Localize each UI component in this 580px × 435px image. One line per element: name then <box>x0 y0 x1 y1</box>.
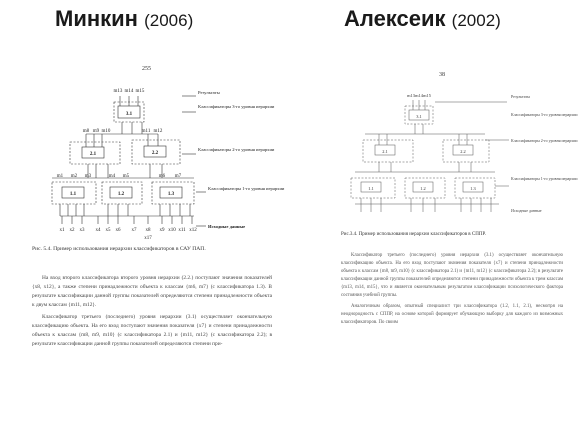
right-box-2-2-label: 2.2 <box>460 149 466 154</box>
left-x-0: x1 <box>59 228 65 233</box>
left-box-2-1-label: 2.1 <box>89 152 97 157</box>
right-top-input-0: m13 <box>407 93 415 98</box>
left-l1-in-3: m4 <box>108 174 116 179</box>
right-caption: Рис.3.4. Пример использования иерархии классификаторов в СППР. <box>341 232 486 237</box>
left-title <box>55 6 193 32</box>
right-top-input-1: m14 <box>415 93 423 98</box>
right-box-2-1-label: 2.1 <box>382 149 388 154</box>
left-x-9: x10 <box>168 228 176 233</box>
left-paragraph-0: На вход второго классификатора второго уровня иерархии (2.2.) поступают значения показателей {x8, x12}, а также степени принадлежности объекта к классам {m6, m7} (с классификатора 1.3). В результате классификации данной группы показателей определяются степени принадлежности объекта к двум классам {m11, m12}. <box>32 275 272 308</box>
left-x-2: x3 <box>79 228 85 233</box>
right-root-label: 3.1 <box>416 114 422 119</box>
left-box-1-3-label: 1.3 <box>167 192 175 197</box>
left-paragraph-1: Классификатор третьего (последнего) уровня иерархии (3.1) осуществляет окончательную классификацию объекта. На его вход поступают значения показателя {x7} и степени принадлежности объекта к классам {m8, m9, m10} (с классификатора 2.1) и {m11, m12} (с классификатора 2.2); в результате классификации данной группы показателей определяются степени при- <box>32 314 272 347</box>
right-top-input-2: m15 <box>423 93 431 98</box>
left-top-input-1: m14 <box>124 89 134 94</box>
right-box-1-2-label: 1.2 <box>420 186 426 191</box>
left-top-input-0: m13 <box>113 89 123 94</box>
right-box-1-3-label: 1.3 <box>470 186 476 191</box>
left-l1-in-0: m1 <box>56 174 64 179</box>
right-page-scan <box>335 72 578 372</box>
right-legend-1: Классификаторы 3-го уровня иерархии <box>511 112 578 117</box>
left-l1-in-5: m6 <box>158 174 166 179</box>
left-l1-in-2: m3 <box>84 174 92 179</box>
right-hierarchy-diagram <box>335 80 578 240</box>
left-root-label: 3.1 <box>125 112 133 117</box>
left-title-year: (2006) <box>144 11 194 30</box>
left-title-author: Минкин <box>55 6 138 31</box>
right-box-1-1-label: 1.1 <box>368 186 374 191</box>
right-page-number: 38 <box>439 72 445 78</box>
left-x-11: x12 <box>189 228 197 233</box>
left-legend-0: Результаты <box>198 90 220 95</box>
right-title-author: Алексеик <box>344 6 446 31</box>
left-l2-in-3: m11 <box>141 129 151 134</box>
left-top-input-2: m15 <box>135 89 145 94</box>
left-l1-in-6: m7 <box>174 174 182 179</box>
left-page-scan <box>22 66 285 434</box>
left-hierarchy-diagram <box>22 74 285 254</box>
left-l2-in-0: m8 <box>82 129 90 134</box>
right-paragraph-1: Аналогичным образом, опытный специалист три классификатора (1.2, 1.1, 2.1), несмотря на неоднородность с СППР, на основе которой формирует обучающую выборку для каждого из возможных классификаторов. По своим <box>341 304 563 325</box>
left-body-text <box>32 274 272 352</box>
right-body-text <box>341 252 563 330</box>
left-legend-2: Классификаторы 2-го уровня иерархии <box>198 147 275 152</box>
left-l1-in-1: m2 <box>70 174 78 179</box>
right-title-year: (2002) <box>451 11 501 30</box>
left-x-1: x2 <box>69 228 75 233</box>
left-x-extra: x17 <box>144 236 152 241</box>
left-l2-in-4: m12 <box>153 129 163 134</box>
left-caption: Рис. 5.4. Пример использования иерархии классификаторов в САУ ПАП. <box>32 246 206 252</box>
left-x-3: x4 <box>95 228 101 233</box>
left-x-10: x11 <box>178 228 186 233</box>
left-x-7: x8 <box>145 228 151 233</box>
right-title <box>344 6 501 32</box>
right-legend-0: Результаты <box>511 94 530 99</box>
right-legend-4: Исходные данные <box>511 208 542 213</box>
left-x-6: x7 <box>131 228 137 233</box>
left-legend-4: Исходные данные <box>208 224 246 229</box>
right-legend-2: Классификаторы 2-го уровня иерархии <box>511 138 578 143</box>
left-legend-1: Классификаторы 3-го уровня иерархии <box>198 104 275 109</box>
left-x-4: x5 <box>105 228 111 233</box>
left-legend-3: Классификаторы 1-го уровня иерархии <box>208 186 285 191</box>
right-legend-3: Классификаторы 1-го уровня иерархии <box>511 176 578 181</box>
left-x-8: x9 <box>159 228 165 233</box>
left-x-5: x6 <box>115 228 121 233</box>
left-l2-in-1: m9 <box>92 129 100 134</box>
left-page-number: 255 <box>142 66 151 72</box>
left-l2-in-2: m10 <box>101 129 111 134</box>
left-box-1-1-label: 1.1 <box>69 192 77 197</box>
right-paragraph-0: Классификатор третьего (последнего) уровня иерархии (3.1) осуществляет окончательную классификацию объекта. На его вход поступают значения показателя {x7} и степени принадлежности объекта к классам {m8, m9, m10} (с классификатора 2.1) и {m11, m12} (с классификатора 2.2); в результате классификации данной группы показателей определяются степени принадлежности объекта к трем классам {m13, m14, m15}, что и является окончательным результатом классификации психологического фактора состояния учебной группы. <box>341 253 563 298</box>
left-box-1-2-label: 1.2 <box>117 192 125 197</box>
left-box-2-2-label: 2.2 <box>151 151 159 156</box>
left-l1-in-4: m5 <box>122 174 130 179</box>
